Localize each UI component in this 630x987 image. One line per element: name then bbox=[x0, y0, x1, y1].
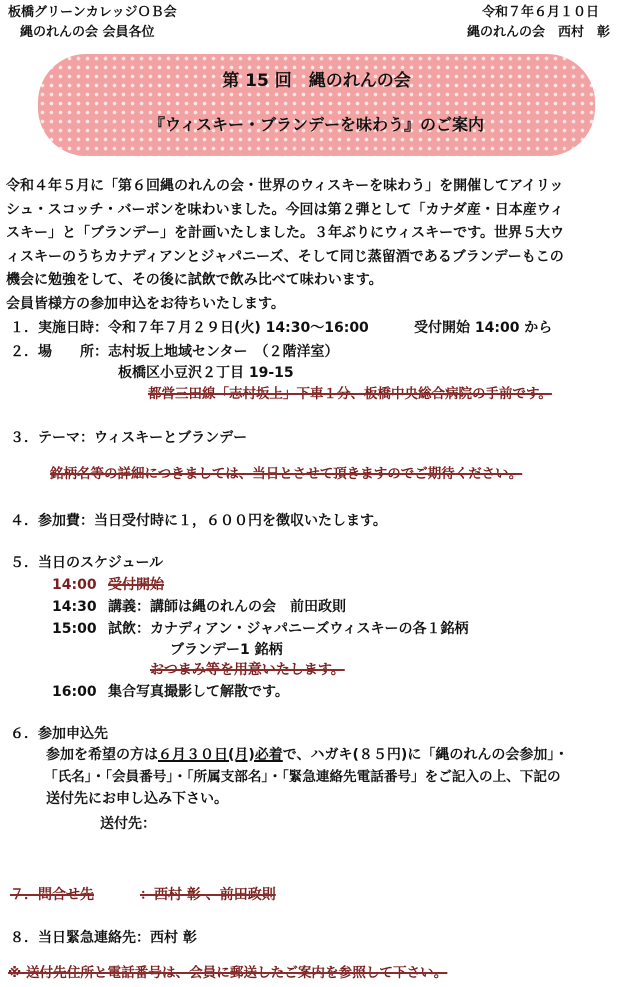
schedule-text: 集合写真撮影して解散です。 bbox=[108, 684, 289, 700]
schedule-text: おつまみ等を用意いたします。 bbox=[150, 662, 345, 678]
intro-line: スキー」と「ブランデー」を計画いたしました。３年ぶりにウィスキーです。世界５大ウ bbox=[6, 225, 565, 241]
item-place: ２．場 所：志村坂上地域センター （２階洋室） bbox=[10, 344, 339, 360]
schedule-time: 15:00 bbox=[52, 621, 97, 637]
item-emergency: ８．当日緊急連絡先：西村 彰 bbox=[10, 930, 197, 946]
schedule-row-closing bbox=[52, 682, 289, 703]
apply-line-3: 送付先にお申し込み下さい。 bbox=[46, 791, 228, 807]
place-address: 板橋区小豆沢２丁目 19-15 bbox=[118, 365, 294, 381]
schedule-time: 14:00 bbox=[52, 577, 97, 593]
item-apply: ６．参加申込先 bbox=[10, 726, 108, 742]
apply-text: 参加を希望の方は bbox=[46, 747, 158, 763]
item-fee: ４．参加費：当日受付時に１，６００円を徴収いたします。 bbox=[10, 513, 387, 529]
intro-line: 機会に勉強をして、その後に試飲で飲み比べて味わいます。 bbox=[6, 272, 383, 288]
event-title: 第 15 回 縄のれんの会 bbox=[222, 71, 411, 91]
organization-name: 板橋グリーンカレッジＯＢ会 bbox=[8, 5, 177, 20]
item-inquiry: ７．問合せ先 bbox=[10, 887, 94, 903]
schedule-text: ブランデー1 銘柄 bbox=[170, 642, 283, 658]
schedule-row-tasting bbox=[52, 619, 469, 640]
addressee: 縄のれんの会 会員各位 bbox=[20, 25, 155, 40]
intro-line: 会員皆様方の参加申込をお待ちいたします。 bbox=[6, 295, 285, 312]
item-theme: ３．テーマ：ウィスキーとブランデー bbox=[10, 430, 248, 446]
place-access: 都営三田線「志村坂上」下車１分、板橋中央総合病院の手前です。 bbox=[148, 386, 552, 402]
inquiry-contacts: ：西村 彰 、前田政則 bbox=[140, 887, 276, 903]
schedule-row-reception bbox=[52, 575, 164, 596]
schedule-text: 受付開始 bbox=[108, 577, 164, 593]
title-banner bbox=[38, 54, 595, 156]
sender: 縄のれんの会 西村 彰 bbox=[467, 25, 611, 40]
intro-line: 令和４年５月に「第６回縄のれんの会・世界のウィスキーを味わう」を開催してアイリッ bbox=[6, 178, 564, 194]
apply-deadline: ６月３０日(月)必着 bbox=[158, 747, 283, 763]
schedule-row-lecture bbox=[52, 597, 346, 618]
intro-line: ィスキーのうちカナディアンとジャパニーズ、そして同じ蒸留酒であるブランデーもこの bbox=[6, 248, 564, 265]
schedule-row-brandy bbox=[170, 640, 283, 661]
intro-line: シュ・スコッチ・バーボンを味わいました。今回は第２弾として「カナダ産・日本産ウィ bbox=[6, 201, 564, 218]
item-schedule: ５．当日のスケジュール bbox=[10, 555, 164, 571]
schedule-text: 試飲：カナディアン・ジャパニーズウィスキーの各１銘柄 bbox=[108, 621, 469, 637]
theme-note: 銘柄名等の詳細につきましては、当日とさせて頂きますのでご期待ください。 bbox=[50, 466, 523, 482]
apply-line-1 bbox=[46, 745, 568, 766]
footnote: ※ 送付先住所と電話番号は、会員に郵送したご案内を参照して下さい。 bbox=[8, 965, 448, 981]
document-date: 令和７年６月１０日 bbox=[482, 5, 600, 20]
send-to-label: 送付先： bbox=[100, 816, 156, 832]
schedule-time: 16:00 bbox=[52, 684, 97, 700]
schedule-row-snacks bbox=[150, 660, 345, 681]
schedule-text: 講義：講師は縄のれんの会 前田政則 bbox=[108, 599, 346, 615]
item-datetime: １．実施日時：令和７年７月２９日(火) 14:30～16:00 bbox=[10, 320, 369, 336]
event-subtitle: 『ウィスキー・ブランデーを味わう』のご案内 bbox=[148, 115, 485, 134]
apply-line-2: 「氏名」・「会員番号」・「所属支部名」・「緊急連絡先電話番号」をご記入の上、下記の bbox=[44, 769, 561, 785]
reception-time: 受付開始 14:00 から bbox=[414, 320, 553, 336]
schedule-time: 14:30 bbox=[52, 599, 97, 615]
intro-paragraph bbox=[6, 175, 621, 316]
apply-text: で、ハガキ(８５円)に「縄のれんの会参加」・ bbox=[282, 747, 569, 763]
